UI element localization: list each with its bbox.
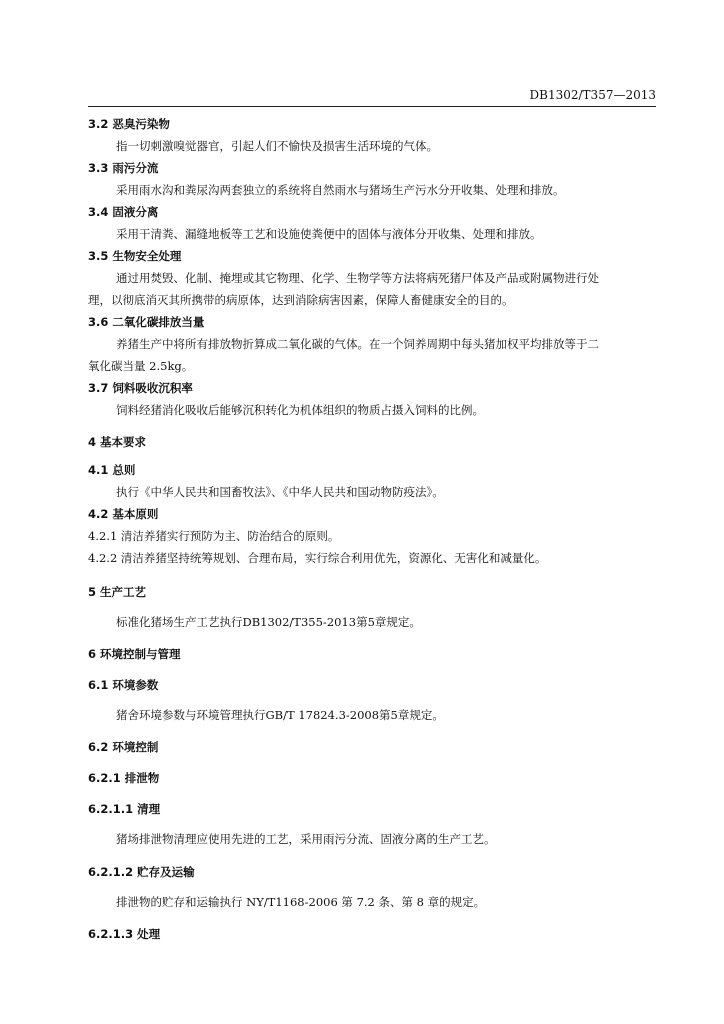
section-3-5-title: 3.5 生物安全处理: [88, 249, 182, 263]
section-5-text: 标准化猪场生产工艺执行DB1302/T355-2013第5章规定。: [116, 615, 421, 629]
section-4-title: 4 基本要求: [88, 435, 147, 449]
section-4-2-2-item: 4.2.2 清洁养猪坚持统筹规划、合理布局，实行综合利用优先，资源化、无害化和减量化。: [88, 551, 547, 565]
section-3-4-text: 采用干清粪、漏缝地板等工艺和设施使粪便中的固体与液体分开收集、处理和排放。: [116, 227, 542, 241]
section-6-2-title: 6.2 环境控制: [88, 740, 159, 754]
section-4-2-title: 4.2 基本原则: [88, 507, 159, 521]
section-3-4-title: 3.4 固液分离: [88, 205, 159, 219]
section-6-1-text: 猪舍环境参数与环境管理执行GB/T 17824.3-2008第5章规定。: [116, 708, 444, 722]
section-4-1-title: 4.1 总则: [88, 463, 136, 477]
section-3-2-title: 3.2 恶臭污染物: [88, 117, 170, 131]
section-3-5-text-line2: 理，以彻底消灭其所携带的病原体，达到消除病害因素，保障人畜健康安全的目的。: [88, 293, 514, 307]
section-3-6-title: 3.6 二氧化碳排放当量: [88, 315, 205, 329]
section-6-2-1-1-text: 猪场排泄物清理应使用先进的工艺，采用雨污分流、固液分离的生产工艺。: [116, 832, 496, 846]
section-6-2-1-title: 6.2.1 排泄物: [88, 771, 160, 785]
section-3-3-text: 采用雨水沟和粪尿沟两套独立的系统将自然雨水与猪场生产污水分开收集、处理和排放。: [116, 183, 565, 197]
section-3-5-text-line1: 通过用焚毁、化制、掩埋或其它物理、化学、生物学等方法将病死猪尸体及产品或附属物进行处: [116, 271, 599, 285]
section-6-2-1-2-text: 排泄物的贮存和运输执行 NY/T1168-2006 第 7.2 条、第 8 章的规定。: [116, 895, 486, 909]
document-code: DB1302/T357—2013: [529, 88, 656, 102]
section-3-6-text-line2: 氧化碳当量 2.5kg。: [88, 359, 194, 373]
section-6-1-title: 6.1 环境参数: [88, 678, 159, 692]
section-4-2-1-item: 4.2.1 清洁养猪实行预防为主、防治结合的原则。: [88, 529, 340, 543]
section-3-7-title: 3.7 饲料吸收沉积率: [88, 381, 193, 395]
section-6-title: 6 环境控制与管理: [88, 647, 181, 661]
section-6-2-1-1-title: 6.2.1.1 清理: [88, 802, 161, 816]
section-4-1-text: 执行《中华人民共和国畜牧法》、《中华人民共和国动物防疫法》。: [116, 485, 444, 499]
section-6-2-1-2-title: 6.2.1.2 贮存及运输: [88, 865, 195, 879]
section-3-7-text: 饲料经猪消化吸收后能够沉积转化为机体组织的物质占摄入饲料的比例。: [116, 403, 484, 417]
section-5-title: 5 生产工艺: [88, 585, 147, 599]
section-6-2-1-3-title: 6.2.1.3 处理: [88, 927, 161, 941]
section-3-3-title: 3.3 雨污分流: [88, 161, 159, 175]
section-3-6-text-line1: 养猪生产中将所有排放物折算成二氧化碳的气体。在一个饲养周期中每头猪加权平均排放等于二: [116, 337, 599, 351]
section-3-2-text: 指一切刺激嗅觉器官，引起人们不愉快及损害生活环境的气体。: [116, 139, 438, 153]
header-rule: [88, 106, 656, 107]
